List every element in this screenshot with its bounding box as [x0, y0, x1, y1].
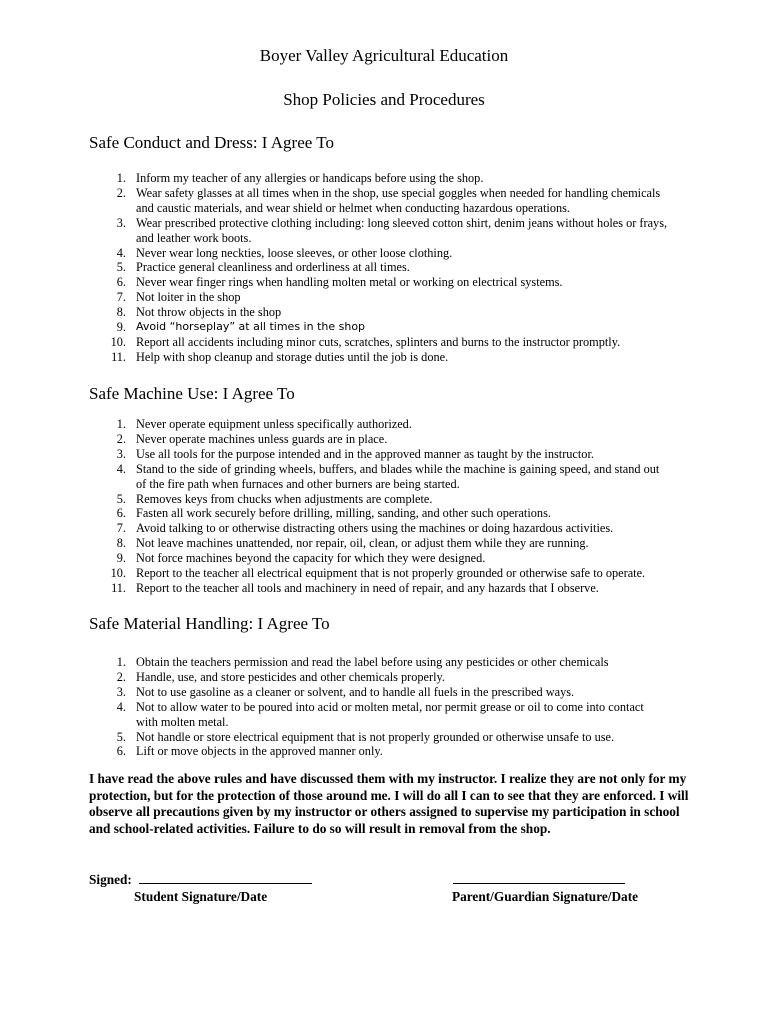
list-item: 11. Help with shop cleanup and storage duties until the job is done. — [111, 349, 449, 364]
parent-signature-label: Parent/Guardian Signature/Date — [452, 889, 639, 904]
list-item: 2. Never operate machines unless guards are in place. — [116, 431, 388, 446]
signed-label: Signed: — [89, 872, 132, 887]
list-item: 2. Wear safety glasses at all times when in the shop, use special goggles when needed for handling chemicals and caustic materials, and wear shield or helmet when conducting hazardous operations. — [116, 185, 661, 215]
list-item: 4. Never wear long neckties, loose sleeves, or other loose clothing. — [116, 245, 453, 260]
list-item: 9. Not force machines beyond the capacity for which they were designed. — [116, 551, 486, 566]
list-item: 10. Report all accidents including minor cuts, scratches, splinters and burns to the instructor promptly. — [110, 334, 621, 349]
list-item: 6. Never wear finger rings when handling molten metal or working on electrical systems. — [116, 275, 563, 290]
list-item: 4. Stand to the side of grinding wheels, buffers, and blades while the machine is gaining speed, and stand out of the fire path when furnaces and other burners are being started. — [116, 461, 660, 491]
list-item: 11. Report to the teacher all tools and machinery in need of repair, and any hazards that I observe. — [111, 580, 599, 595]
list-item: 3. Use all tools for the purpose intended and in the approved manner as taught by the instructor. — [116, 446, 594, 461]
parent-signature-row — [453, 872, 625, 888]
list-item: 7. Avoid talking to or otherwise distracting others using the machines or doing hazardous activities. — [116, 521, 614, 536]
list-item: 5. Not handle or store electrical equipment that is not properly grounded or otherwise unsafe to use. — [116, 729, 615, 744]
list-item: 9. Avoid “horseplay” at all times in the shop — [116, 320, 366, 335]
machine-list — [108, 417, 668, 596]
list-item: 1. Obtain the teachers permission and read the label before using any pesticides or other chemicals — [116, 655, 609, 669]
section-heading-material: Safe Material Handling: I Agree To — [89, 614, 330, 633]
signed-row — [89, 872, 312, 888]
list-item: 7. Not loiter in the shop — [116, 290, 241, 305]
material-list — [108, 655, 668, 759]
section-heading-machine: Safe Machine Use: I Agree To — [89, 384, 295, 403]
parent-signature-line[interactable] — [453, 872, 625, 884]
list-item: 3. Wear prescribed protective clothing including: long sleeved cotton shirt, denim jeans without holes or frays, and leather work boots. — [116, 215, 668, 245]
list-item: 4. Not to allow water to be poured into acid or molten metal, nor permit grease or oil to come into contact with molten metal. — [116, 699, 644, 729]
list-item: 6. Lift or move objects in the approved manner only. — [116, 744, 383, 759]
list-item: 5. Practice general cleanliness and orderliness at all times. — [116, 260, 410, 275]
list-item: 10. Report to the teacher all electrical equipment that is not properly grounded or otherwise safe to operate. — [110, 566, 646, 581]
school-title: Boyer Valley Agricultural Education — [259, 46, 509, 65]
list-item: 2. Handle, use, and store pesticides and other chemicals properly. — [116, 669, 445, 684]
student-signature-line[interactable] — [139, 872, 312, 884]
list-item: 8. Not leave machines unattended, nor repair, oil, clean, or adjust them while they are running. — [116, 536, 589, 551]
list-item: 1. Inform my teacher of any allergies or handicaps before using the shop. — [116, 171, 484, 185]
list-item: 1. Never operate equipment unless specifically authorized. — [116, 417, 412, 431]
list-item: 3. Not to use gasoline as a cleaner or solvent, and to handle all fuels in the prescribed ways. — [116, 684, 575, 699]
conduct-list — [108, 171, 668, 365]
list-item: 5. Removes keys from chucks when adjustments are complete. — [116, 491, 433, 506]
list-item: 8. Not throw objects in the shop — [116, 305, 282, 320]
agreement-statement: I have read the above rules and have discussed them with my instructor. I realize they are not only for my protection, but for the protection of those around me. I will do all I can to see that they are enforced. I will observe all precautions given by my instructor or others assigned to supervise my participation in school and school-related activities. Failure to do so will result in removal from the shop. — [89, 771, 689, 836]
list-item: 6. Fasten all work securely before drilling, milling, sanding, and other such operations. — [116, 506, 551, 521]
document-title: Shop Policies and Procedures — [283, 90, 485, 109]
student-signature-label: Student Signature/Date — [134, 889, 268, 904]
section-heading-conduct: Safe Conduct and Dress: I Agree To — [89, 133, 334, 152]
